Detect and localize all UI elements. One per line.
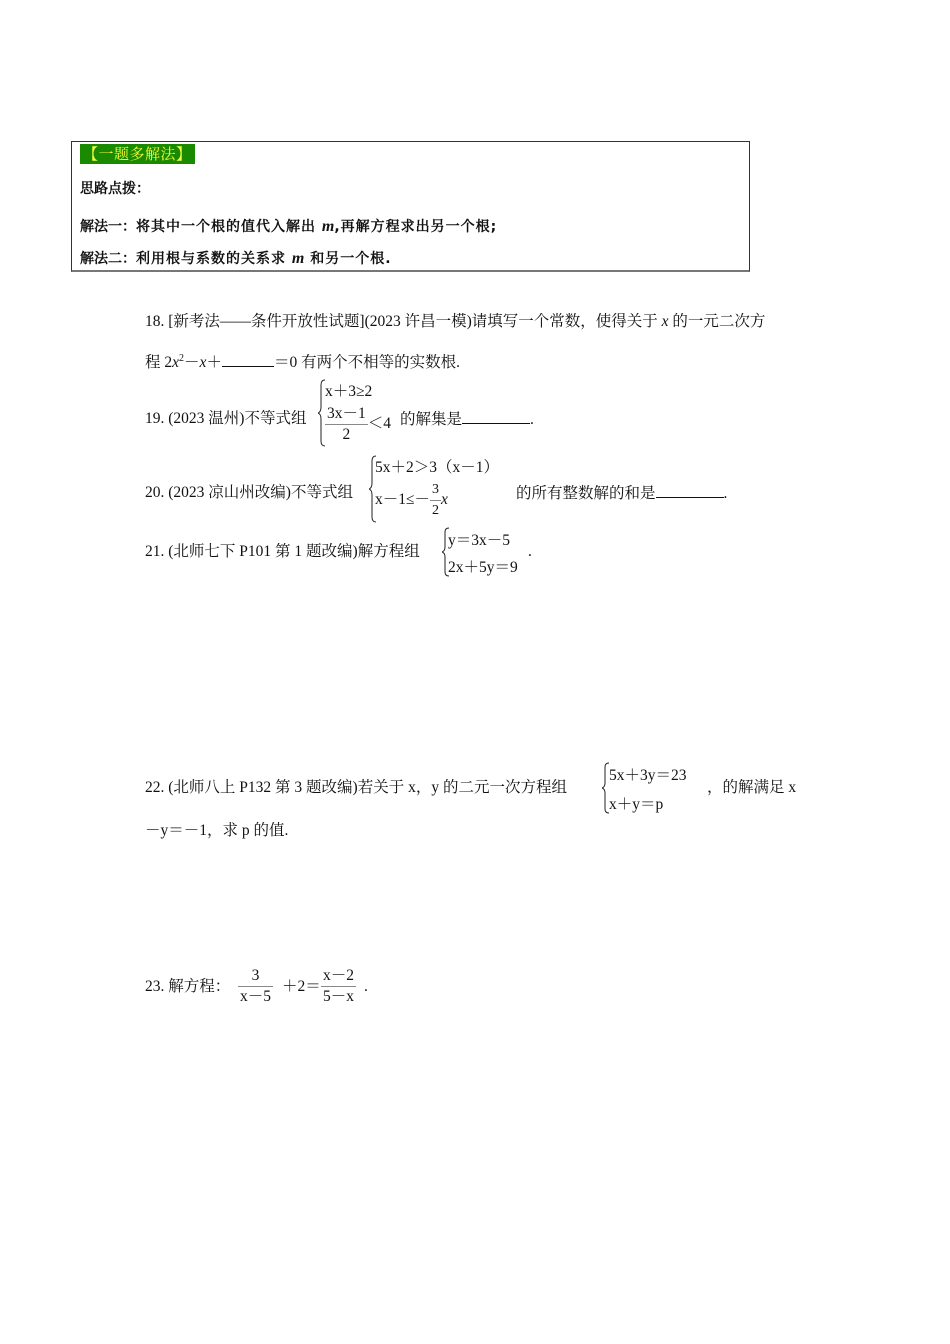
question-21: 21. (北师七下 P101 第 1 题改编)解方程组 xyxy=(145,543,420,560)
question-18-line-2: 程 $2x^2-x+ =0$ 有两个不相等的实数根. xyxy=(145,353,460,372)
tip-box xyxy=(71,141,750,272)
tip-method-1: 解法一：将其中一个根的值代入解出 m,再解方程求出另一个根; xyxy=(80,218,498,235)
q23-middle: ＋2＝ xyxy=(282,978,321,995)
question-22-line-2: －y＝－1，求 p 的值. xyxy=(145,822,289,839)
question-19-suffix: 的解集是 . xyxy=(400,411,534,428)
answer-blank[interactable] xyxy=(462,409,530,424)
question-22-line-1: 22. (北师八上 P132 第 3 题改编)若关于 x，y 的二元一次方程组 xyxy=(145,779,567,796)
q23-fraction-2: $\frac{x-2}{5-x}$ xyxy=(323,967,355,1005)
answer-blank[interactable] xyxy=(222,352,274,367)
question-23: 23. 解方程： xyxy=(145,978,231,995)
question-18-line-1: 18. [新考法——条件开放性试题](2023 许昌一模)请填写一个常数，使得关于 x 的一元二次方 xyxy=(145,313,766,330)
q22-eq-2: x＋y＝p xyxy=(609,796,664,813)
tip-tag: 【一题多解法】 xyxy=(80,144,195,164)
q20-ineq-2: x－1≤－ $\frac{3}{2}$ x xyxy=(375,482,448,518)
question-20-suffix: 的所有整数解的和是 . xyxy=(516,485,728,502)
q23-fraction-1: $\frac{3}{x-5}$ xyxy=(240,967,272,1005)
answer-blank[interactable] xyxy=(656,483,724,498)
q20-ineq-1: 5x＋2＞3（x－1） xyxy=(375,459,500,476)
q23-end: . xyxy=(364,978,368,995)
q21-eq-2: 2x＋5y＝9 xyxy=(448,559,518,576)
q21-end: . xyxy=(528,543,532,560)
tip-method-2: 解法二：利用根与系数的关系求 m 和另一个根. xyxy=(80,250,392,267)
question-20: 20. (2023 凉山州改编)不等式组 xyxy=(145,484,353,501)
question-22-suffix: ，的解满足 x xyxy=(707,779,797,796)
q19-ineq-2: $\frac{3x-1}{2}$ ＜4 xyxy=(327,405,392,443)
question-19: 19. (2023 温州)不等式组 xyxy=(145,410,307,427)
q21-eq-1: y＝3x－5 xyxy=(448,532,511,549)
q19-ineq-1: x＋3≥2 xyxy=(325,383,373,400)
tip-heading: 思路点拨： xyxy=(80,181,150,197)
q22-eq-1: 5x＋3y＝23 xyxy=(609,767,687,784)
